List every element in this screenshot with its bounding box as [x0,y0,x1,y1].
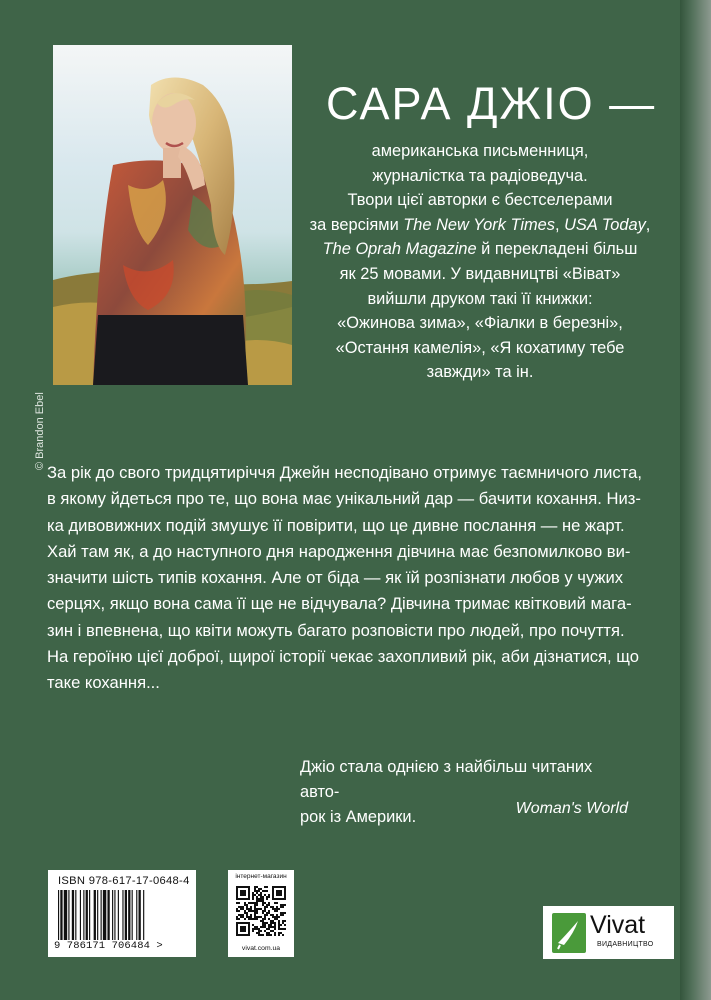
bio-line: журналістка та радіоведуча. [372,166,588,185]
author-bio [300,139,660,385]
qr-url: vivat.com.ua [241,945,281,952]
bio-line: завжди» та ін. [426,363,534,382]
author-photo [53,45,292,385]
quote-line: Джіо стала однією з найбільш читаних авто- [300,758,593,801]
publisher-subtitle: ВИДАВНИЦТВО [597,941,654,948]
synopsis-line: На героїню цієї доброї, щирої історії чекає захопливий рік, аби дізнатися, що [47,647,639,667]
isbn-barcode [48,870,196,957]
photo-credit-wrapper [34,385,48,485]
bio-text: за версіями [309,215,404,234]
book-synopsis [47,460,652,697]
qr-code [236,886,286,936]
author-name: САРА ДЖІО — [326,78,657,129]
quote-line: рок із Америки. [300,808,417,826]
bio-text: й перекладені більш [476,240,638,259]
bio-line: вийшли друком такі її книжки: [367,289,593,308]
bio-publication: The Oprah Magazine [322,240,477,259]
synopsis-line: ка дивовижних подій змушує її повірити, що це дивне послання — не жарт. [47,515,625,535]
bio-line: «Ожинова зима», «Фіалки в березні», [337,314,623,333]
synopsis-line: таке кохання... [47,673,160,693]
bio-line: «Остання камелія», «Я кохатиму тебе [335,338,625,357]
isbn-label: ISBN 978-617-17-0648-4 [58,875,190,887]
synopsis-line: в якому йдеться про те, що вона має унікальний дар — бачити кохання. Низ- [47,489,641,509]
bio-publication: The New York Times [403,215,555,234]
bio-text: , [645,215,651,234]
photo-credit: © Brandon Ebel [34,392,46,470]
press-quote [300,755,630,830]
author-photo-image [53,45,292,385]
synopsis-line: зин і впевнена, що квіти можуть багато розповісти про людей, про почуття. [47,620,625,640]
bio-line: Твори цієї авторки є бестселерами [347,191,613,210]
barcode-bars [58,890,186,940]
qr-top-label: інтернет-магазин [235,873,287,880]
bio-line [300,213,660,238]
synopsis-line: Хай там як, а до наступного дня народження дівчина має безпомилково ви- [47,541,631,561]
barcode-digits: 9 786171 706484 > [54,940,163,952]
bio-line: як 25 мовами. У видавництві «Віват» [339,264,621,283]
bio-line [300,237,660,262]
synopsis-line: серцях, якщо вона сама її ще не відчувала? Дівчина тримає квітковий мага- [47,594,632,614]
synopsis-line: значити шість типів кохання. Але от біда — як їй розпізнати любов у чужих [47,568,624,588]
bio-text: , [554,215,565,234]
qr-code-block [228,870,294,957]
quote-source: Woman's World [515,800,628,817]
bio-line: американська письменниця, [371,142,589,160]
synopsis-line: За рік до свого тридцятиріччя Джейн несподівано отримує таємничого листа, [47,463,642,482]
publisher-logo [543,906,674,959]
book-spine-edge [680,0,711,1000]
vivat-logo-icon [552,913,586,953]
publisher-name: Vivat [590,911,646,939]
bio-publication: USA Today [564,215,646,234]
